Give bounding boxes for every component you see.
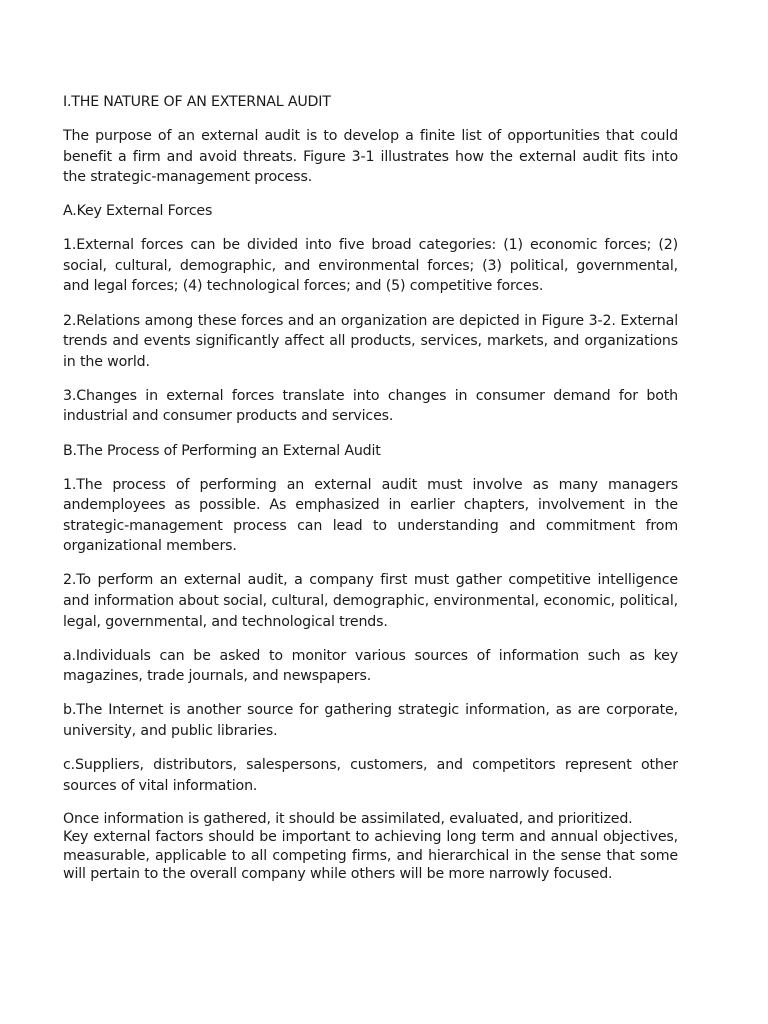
intro-paragraph: The purpose of an external audit is to develop a finite list of opportunities that could benefit a firm and avoid threats. Figure 3-1 illustrates how the external audit fits into the strategic-management process.: [63, 128, 678, 186]
section-b-heading: B.The Process of Performing an External Audit: [63, 442, 381, 459]
section-a-heading: A.Key External Forces: [63, 203, 213, 220]
closing-body: Key external factors should be important to achieving long term and annual objectives, measurable, applicable to all competing firms, and hierarchical in the sense that some will pertain to the overall company while others will be more narrowly focused.: [63, 829, 678, 883]
section-a-item-3: 3.Changes in external forces translate into changes in consumer demand for both industrial and consumer products and services.: [63, 387, 678, 425]
section-b-item-b: b.The Internet is another source for gathering strategic information, as are corporate, university, and public libraries.: [63, 702, 678, 739]
section-a-item-1: 1.External forces can be divided into five broad categories: (1) economic forces; (2) social, cultural, demographic, and environmental forces; (3) political, governmental, and legal forces; (4) technological forces; and (5) competitive forces.: [63, 237, 678, 295]
section-a-item-2: 2.Relations among these forces and an organization are depicted in Figure 3-2. External trends and events significantly affect all products, services, markets, and organizations in the world.: [63, 312, 678, 370]
section-b-item-2: 2.To perform an external audit, a company first must gather competitive intelligence and information about social, cultural, demographic, environmental, economic, political, legal, governmental, and technological trends.: [63, 572, 678, 630]
section-title: I.THE NATURE OF AN EXTERNAL AUDIT: [63, 94, 331, 110]
section-b-item-1: 1.The process of performing an external audit must involve as many managers andemployees as possible. As emphasized in earlier chapters, involvement in the strategic-management process can lead to understanding and commitment from organizational members.: [63, 476, 678, 555]
closing-lead: Once information is gathered, it should be assimilated, evaluated, and prioritized.: [63, 810, 633, 827]
section-b-item-a: a.Individuals can be asked to monitor various sources of information such as key magazines, trade journals, and newspapers.: [63, 647, 678, 685]
section-b-item-c: c.Suppliers, distributors, salespersons, customers, and competitors represent other sources of vital information.: [63, 757, 678, 794]
document-page: [63, 92, 678, 884]
